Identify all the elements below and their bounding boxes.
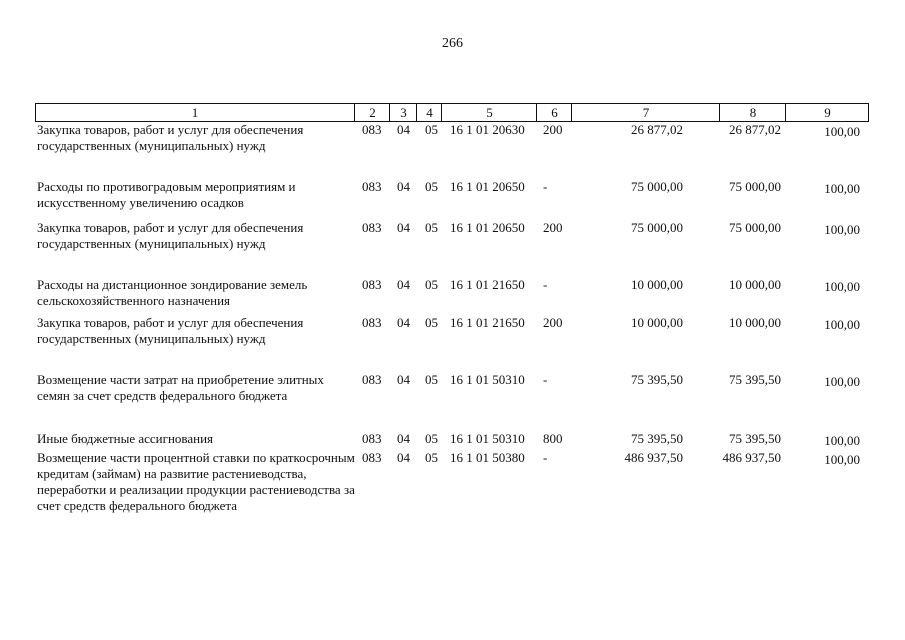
- row-name: Возмещение части затрат на приобретение элитных семян за счет средств федерального бюджета: [37, 372, 324, 403]
- row-col-5: 16 1 01 21650: [450, 277, 525, 292]
- row-col-7: 75 395,50: [631, 431, 683, 446]
- row-col-4: 05: [425, 277, 438, 292]
- header-col-7: 7: [571, 104, 720, 121]
- row-col-4: 05: [425, 220, 438, 235]
- header-col-4: 4: [416, 104, 442, 121]
- row-col-8: 75 395,50: [729, 372, 781, 387]
- row-col-3: 04: [397, 315, 410, 330]
- row-name: Возмещение части процентной ставки по краткосрочным кредитам (займам) на развитие растениеводства, переработки и реализации продукции растениеводства за счет средств федерального бюджета: [37, 450, 355, 513]
- row-col-9: 100,00: [824, 452, 860, 467]
- row-col-7: 10 000,00: [631, 277, 683, 292]
- row-col-5: 16 1 01 50310: [450, 431, 525, 446]
- row-col-5: 16 1 01 20630: [450, 122, 525, 137]
- row-col-9: 100,00: [824, 317, 860, 332]
- row-col-2: 083: [362, 122, 382, 137]
- row-name: Закупка товаров, работ и услуг для обеспечения государственных (муниципальных) нужд: [37, 220, 304, 251]
- row-col-2: 083: [362, 315, 382, 330]
- row-col-2: 083: [362, 277, 382, 292]
- row-col-5: 16 1 01 50380: [450, 450, 525, 465]
- row-col-3: 04: [397, 122, 410, 137]
- row-col-9: 100,00: [824, 222, 860, 237]
- header-col-6: 6: [536, 104, 572, 121]
- row-col-4: 05: [425, 122, 438, 137]
- row-col-8: 10 000,00: [729, 315, 781, 330]
- row-col-9: 100,00: [824, 279, 860, 294]
- row-col-7: 75 000,00: [631, 220, 683, 235]
- row-col-4: 05: [425, 315, 438, 330]
- row-col-6: -: [543, 372, 548, 387]
- row-col-9: 100,00: [824, 124, 860, 139]
- row-col-5: 16 1 01 21650: [450, 315, 525, 330]
- row-col-4: 05: [425, 431, 438, 446]
- header-col-8: 8: [719, 104, 786, 121]
- page-number: 266: [442, 36, 463, 51]
- row-col-7: 10 000,00: [631, 315, 683, 330]
- row-name: Закупка товаров, работ и услуг для обеспечения государственных (муниципальных) нужд: [37, 315, 304, 346]
- header-col-5: 5: [441, 104, 537, 121]
- row-col-8: 10 000,00: [729, 277, 781, 292]
- row-col-8: 75 000,00: [729, 220, 781, 235]
- row-col-9: 100,00: [824, 433, 860, 448]
- row-col-6: 800: [543, 431, 563, 446]
- row-name: Иные бюджетные ассигнования: [37, 431, 214, 446]
- row-col-3: 04: [397, 220, 410, 235]
- row-col-2: 083: [362, 372, 382, 387]
- row-col-8: 75 000,00: [729, 179, 781, 194]
- row-col-8: 26 877,02: [729, 122, 781, 137]
- row-col-2: 083: [362, 220, 382, 235]
- header-col-2: 2: [354, 104, 390, 121]
- row-col-3: 04: [397, 372, 410, 387]
- row-col-7: 486 937,50: [624, 450, 683, 465]
- row-col-7: 26 877,02: [631, 122, 683, 137]
- table-header: [35, 103, 869, 122]
- row-col-4: 05: [425, 372, 438, 387]
- row-col-5: 16 1 01 50310: [450, 372, 525, 387]
- row-col-6: -: [543, 450, 548, 465]
- row-col-5: 16 1 01 20650: [450, 179, 525, 194]
- row-col-6: 200: [543, 315, 563, 330]
- row-col-6: 200: [543, 220, 563, 235]
- row-col-8: 486 937,50: [722, 450, 781, 465]
- header-col-1: 1: [191, 105, 199, 120]
- row-col-9: 100,00: [824, 374, 860, 389]
- row-col-4: 05: [425, 179, 438, 194]
- row-col-6: -: [543, 179, 548, 194]
- row-name: Закупка товаров, работ и услуг для обеспечения государственных (муниципальных) нужд: [37, 122, 304, 153]
- row-col-4: 05: [425, 450, 438, 465]
- row-col-9: 100,00: [824, 181, 860, 196]
- row-col-6: -: [543, 277, 548, 292]
- row-col-2: 083: [362, 179, 382, 194]
- row-col-3: 04: [397, 179, 410, 194]
- row-col-6: 200: [543, 122, 563, 137]
- row-name: Расходы по противоградовым мероприятиям и искусственному увеличению осадков: [37, 179, 296, 210]
- row-col-3: 04: [397, 431, 410, 446]
- row-col-7: 75 000,00: [631, 179, 683, 194]
- row-col-5: 16 1 01 20650: [450, 220, 525, 235]
- header-col-3: 3: [389, 104, 417, 121]
- row-col-2: 083: [362, 450, 382, 465]
- row-col-3: 04: [397, 450, 410, 465]
- row-col-2: 083: [362, 431, 382, 446]
- header-col-9: 9: [785, 104, 869, 121]
- row-name: Расходы на дистанционное зондирование земель сельскохозяйственного назначения: [37, 277, 308, 308]
- row-col-3: 04: [397, 277, 410, 292]
- row-col-8: 75 395,50: [729, 431, 781, 446]
- row-col-7: 75 395,50: [631, 372, 683, 387]
